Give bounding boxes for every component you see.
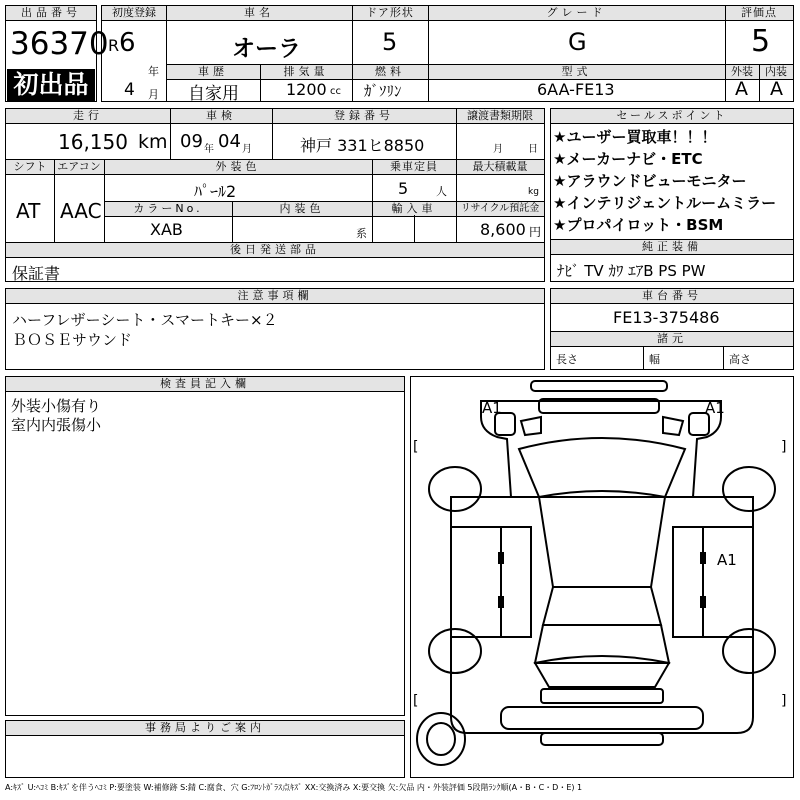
- capacity: 5: [398, 179, 409, 198]
- era-mark: R: [108, 36, 120, 55]
- dims-label: 諸元: [551, 331, 793, 347]
- mileage: 16,150: [58, 130, 128, 154]
- notes-box: [5, 288, 545, 370]
- length-label: 長さ: [556, 353, 578, 366]
- sales-point-5: ★プロパイロット・BSM: [553, 216, 724, 234]
- load-label: 最大積載量: [456, 159, 544, 175]
- equip-box: [550, 240, 794, 282]
- plate-number: 神戸 331ヒ8850: [300, 136, 425, 155]
- inspector-box: [5, 376, 405, 716]
- grade: G: [568, 28, 587, 56]
- bracket-left-top: [: [413, 439, 419, 455]
- score: 5: [751, 24, 771, 59]
- ac-label: エアコン: [54, 159, 104, 175]
- color: ﾊﾟｰﾙ2: [194, 182, 237, 201]
- grade-label: グレード: [428, 6, 725, 21]
- reg-month: 4: [124, 80, 135, 100]
- width-label: 幅: [649, 353, 660, 366]
- ext-label: 外装: [725, 64, 759, 80]
- inspect-year-unit: 年: [204, 144, 214, 155]
- chassis-number: FE13-375486: [613, 308, 720, 327]
- lot-label: 出品番号: [6, 6, 96, 21]
- history-label: 車歴: [166, 64, 260, 80]
- office-label: 事務局よりご案内: [6, 721, 404, 736]
- sales-point-2: ★メーカーナビ・ETC: [553, 150, 703, 168]
- reg-year-unit: 年: [148, 65, 159, 78]
- damage-mark-right-side: A1: [717, 551, 737, 569]
- reg-label: 初度登録: [102, 6, 166, 21]
- plate-label: 登録番号: [272, 109, 456, 124]
- capacity-unit: 人: [436, 185, 447, 198]
- sales-box: [550, 108, 794, 240]
- import-label: 輸入車: [372, 201, 456, 217]
- note-line-2: ＢＯＳＥサウンド: [12, 331, 133, 349]
- bracket-left-bottom: [: [413, 693, 419, 709]
- colorno-label: カラーNo.: [104, 201, 232, 217]
- inspector-line-2: 室内内張傷小: [11, 416, 102, 434]
- fuel: ｶﾞｿﾘﾝ: [364, 82, 402, 100]
- lot-box: [5, 5, 109, 102]
- color-label: 外装色: [104, 159, 372, 175]
- inspect-year: 09: [180, 131, 203, 152]
- model-code: 6AA-FE13: [537, 80, 615, 99]
- mileage-unit: km: [138, 131, 168, 153]
- notes-label: 注意事項欄: [6, 289, 544, 304]
- intcolor-label: 内装色: [232, 201, 372, 217]
- first-listing-badge: [7, 69, 95, 101]
- int-grade: A: [770, 78, 783, 100]
- chassis-box: [550, 288, 794, 370]
- inspect-month-unit: 月: [242, 144, 252, 155]
- height-label: 高さ: [729, 353, 751, 366]
- bracket-right-top: ]: [781, 439, 787, 455]
- score-label: 評価点: [725, 6, 793, 21]
- color-number: XAB: [150, 220, 183, 239]
- disp-label: 排気量: [260, 64, 352, 80]
- chassis-label: 車台番号: [551, 289, 793, 304]
- ac: AAC: [60, 199, 102, 223]
- shift: AT: [16, 199, 41, 223]
- equipment: ﾅﾋﾞ TV ｶﾜ ｴｱB PS PW: [557, 262, 706, 280]
- sales-point-1: ★ユーザー買取車！！！: [553, 128, 717, 146]
- fuel-label: 燃料: [352, 64, 428, 80]
- bracket-right-bottom: ]: [781, 693, 787, 709]
- model-label: 型式: [428, 64, 725, 80]
- name-label: 車名: [166, 6, 352, 21]
- transfer-day: 日: [528, 144, 538, 155]
- displacement: 1200: [286, 80, 327, 99]
- later-parts: 保証書: [12, 264, 61, 283]
- damage-mark-front-left: A1: [482, 399, 502, 417]
- later-label: 後日発送部品: [6, 242, 544, 258]
- door-count: 5: [382, 28, 398, 56]
- top-grid: [101, 5, 794, 102]
- legend: A:ｷｽﾞ U:ﾍｺﾐ B:ｷｽﾞを伴うﾍｺﾐ P:要塗装 W:補修跡 S:錆 C:腐食、穴 G:ﾌﾛﾝﾄｶﾞﾗｽ点ｷｽﾞ XX:交換済み X:要交換 欠:欠品 内・外装評価 5段階ﾗﾝｸ順(A・B・C・D・E) 1: [5, 783, 583, 792]
- sales-point-3: ★アラウンドビューモニター: [553, 172, 747, 190]
- int-label: 内装: [759, 64, 793, 80]
- equip-label: 純正装備: [551, 240, 793, 255]
- inspect-month: 04: [218, 131, 241, 152]
- intcolor-unit: 系: [356, 227, 367, 240]
- load-unit: kg: [528, 187, 539, 197]
- office-box: [5, 720, 405, 778]
- door-label: ドア形状: [352, 6, 428, 21]
- first-listing-text: 初出品: [13, 70, 89, 99]
- sales-label: セールスポイント: [551, 109, 793, 124]
- note-line-1: ハーフレザーシート・スマートキー×２: [12, 311, 278, 329]
- inspect-label: 車検: [170, 109, 272, 124]
- car-name: オーラ: [232, 36, 301, 62]
- inspector-line-1: 外装小傷有り: [11, 397, 102, 415]
- mileage-label: 走行: [6, 109, 170, 124]
- history: 自家用: [188, 84, 239, 104]
- disp-unit: cc: [330, 86, 341, 97]
- damage-mark-front-right: A1: [705, 399, 725, 417]
- car-diagram: [411, 377, 793, 777]
- recycle-unit: 円: [529, 225, 542, 239]
- car-diagram-box: [410, 376, 794, 778]
- transfer-label: 譲渡書類期限: [456, 109, 544, 124]
- recycle-label: リサイクル預託金: [456, 201, 544, 217]
- lot-number: 36370: [10, 26, 109, 62]
- reg-year: 6: [119, 28, 136, 58]
- cap-label: 乗車定員: [372, 159, 456, 175]
- reg-month-unit: 月: [148, 88, 159, 101]
- recycle-fee: 8,600: [480, 220, 526, 239]
- transfer-month: 月: [493, 144, 503, 155]
- mid-grid: [5, 108, 545, 282]
- ext-grade: A: [735, 78, 748, 100]
- shift-label: シフト: [6, 159, 54, 175]
- inspector-label: 検査員記入欄: [6, 377, 404, 392]
- sales-point-4: ★インテリジェントルームミラー: [553, 194, 777, 212]
